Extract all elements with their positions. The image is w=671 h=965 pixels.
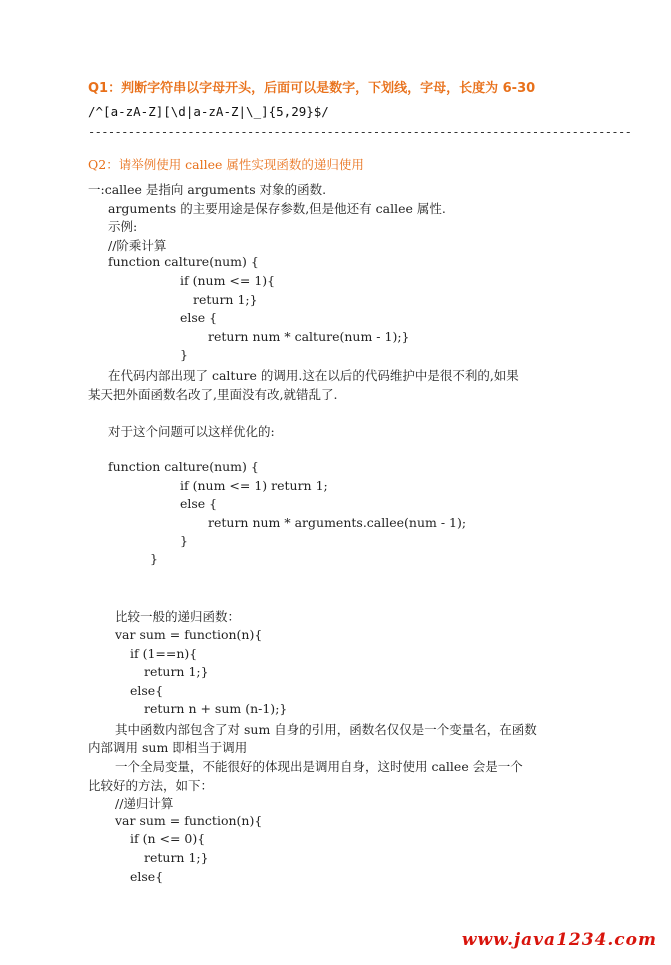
code-line: return 1;}: [144, 664, 209, 679]
text-line: 其中函数内部包含了对 sum 自身的引用，函数名仅仅是一个变量名，在函数: [115, 722, 537, 737]
code-line: if (num <= 1) return 1;: [180, 478, 328, 493]
text-line: 示例:: [108, 219, 138, 234]
code-line: }: [180, 533, 188, 548]
code-line: }: [180, 347, 188, 362]
code-comment: //递归计算: [115, 796, 174, 811]
code-line: return 1;}: [193, 292, 258, 307]
code-line: function calture(num) {: [108, 459, 259, 474]
code-line: else {: [180, 310, 218, 325]
code-line: return 1;}: [144, 850, 209, 865]
code-line: return n + sum (n-1);}: [144, 701, 288, 716]
regex-answer: /^[a-zA-Z][\d|a-zA-Z|\_]{5,29}$/: [88, 104, 329, 119]
text-line: 一:callee 是指向 arguments 对象的函数.: [88, 182, 327, 197]
code-line: return num * calture(num - 1);}: [208, 329, 410, 344]
site-watermark: www.java1234.com: [461, 930, 657, 950]
text-line: arguments 的主要用途是保存参数,但是他还有 callee 属性.: [108, 201, 446, 216]
code-line: }: [150, 551, 158, 566]
text-line: 在代码内部出现了 calture 的调用.这在以后的代码维护中是很不利的,如果: [108, 368, 519, 383]
text-line: 比较一般的递归函数：: [115, 609, 241, 624]
code-line: if (num <= 1){: [180, 273, 276, 288]
code-line: var sum = function(n){: [115, 813, 263, 828]
text-line: 一个全局变量，不能很好的体现出是调用自身，这时使用 callee 会是一个: [115, 759, 523, 774]
code-line: else{: [130, 683, 164, 698]
text-line: 内部调用 sum 即相当于调用: [88, 740, 248, 755]
text-line: 比较好的方法，如下：: [88, 778, 214, 793]
q2-heading: Q2：请举例使用 callee 属性实现函数的递归使用: [88, 157, 364, 172]
code-line: else{: [130, 869, 164, 884]
code-line: return num * arguments.callee(num - 1);: [208, 515, 467, 530]
code-line: function calture(num) {: [108, 254, 259, 269]
q1-heading: Q1：判断字符串以字母开头，后面可以是数字，下划线，字母，长度为 6-30: [88, 81, 536, 96]
code-line: var sum = function(n){: [115, 627, 263, 642]
section-divider: ----------------------------------------------------------------------------------: [88, 125, 632, 139]
code-line: else {: [180, 496, 218, 511]
code-comment: //阶乘计算: [108, 238, 167, 253]
text-line: 对于这个问题可以这样优化的:: [108, 424, 275, 439]
code-line: if (1==n){: [130, 646, 198, 661]
code-line: if (n <= 0){: [130, 831, 206, 846]
text-line: 某天把外面函数名改了,里面没有改,就错乱了.: [88, 387, 338, 402]
